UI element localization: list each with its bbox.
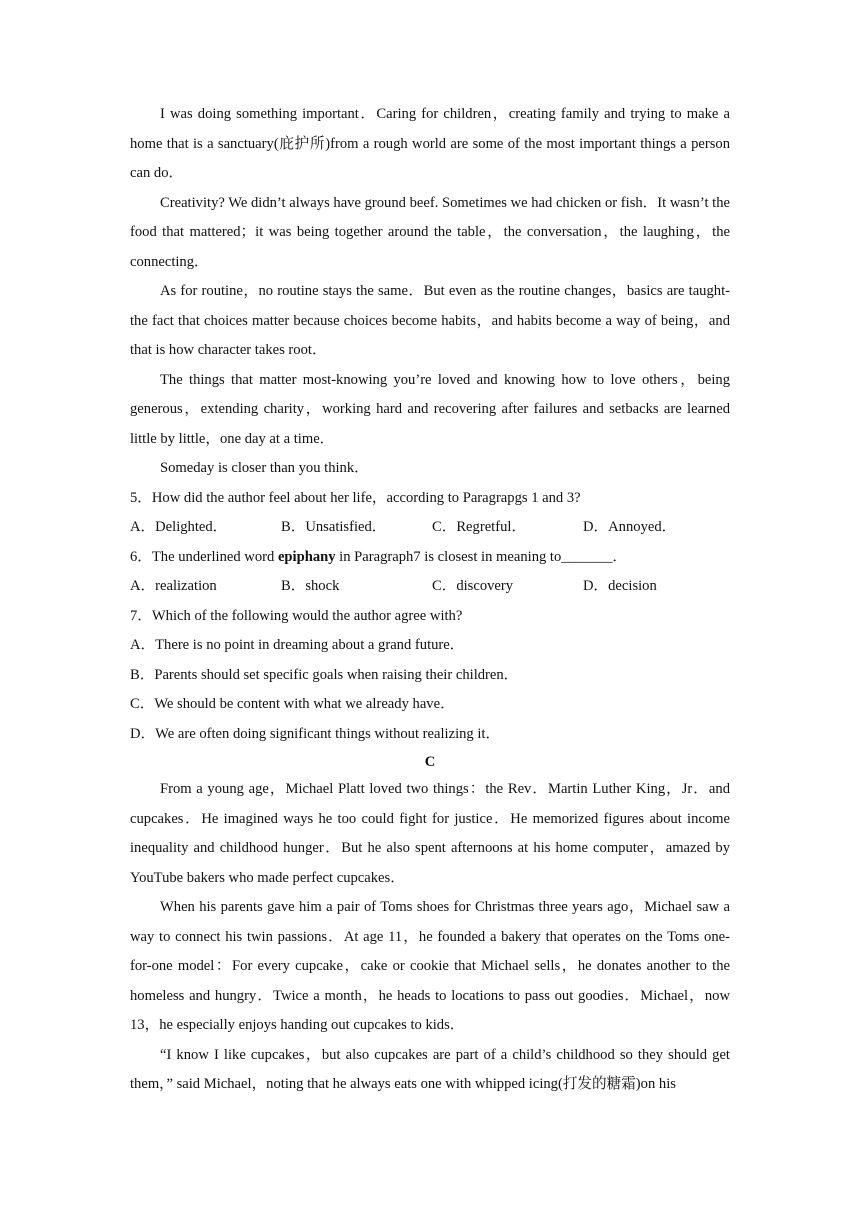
option-a: A．Delighted． <box>130 519 228 535</box>
options-row <box>130 572 730 602</box>
option-a: A．realization <box>130 578 217 594</box>
option-c: C．Regretful． <box>432 519 527 535</box>
paragraph: “I know I like cupcakes，but also cupcakes are part of a child’s childhood so they should get them，” said Michael，noting that he always eats one with whipped icing(打发的糖霜)on his <box>130 1046 730 1092</box>
option-b: B．Parents should set specific goals when raising their children． <box>130 666 519 683</box>
document-content <box>130 100 730 1100</box>
options-row <box>130 513 730 543</box>
question-5 <box>130 484 730 543</box>
paragraph: As for routine，no routine stays the same．But even as the routine changes，basics are taught-the fact that choices matter because choices become habits，and habits become a way of being，and that is how character takes root． <box>130 283 730 358</box>
stem-text: 6．The underlined word <box>130 548 278 565</box>
option-d: D．decision <box>583 578 657 594</box>
option-d: D．Annoyed． <box>583 519 677 535</box>
paragraph: I was doing something important．Caring for children，creating family and trying to make a home that is a sanctuary(庇护所)from a rough world are some of the most important things a person can do． <box>130 106 730 181</box>
option-c: C．We should be content with what we already have． <box>130 696 455 712</box>
paragraph: Someday is closer than you think． <box>160 460 369 476</box>
paragraph: Creativity? We didn’t always have ground beef. Sometimes we had chicken or fish．It wasn’t the food that mattered；it was being together around the table，the conversation，the laughing，the connecting． <box>130 194 730 270</box>
question-7 <box>130 602 730 750</box>
question-6 <box>130 543 730 602</box>
section-heading: C <box>424 754 436 770</box>
stem-text: in Paragraph7 is closest in meaning to_______． <box>335 548 627 565</box>
option-b: B．Unsatisfied． <box>281 519 387 535</box>
option-c: C．discovery <box>432 578 514 594</box>
option-d: D．We are often doing significant things without realizing it． <box>130 725 501 742</box>
paragraph: The things that matter most-knowing you’re loved and knowing how to love others，being generous，extending charity，working hard and recovering after failures and setbacks are learned little by little，one day at a time． <box>130 371 730 447</box>
keyword: epiphany <box>277 548 336 565</box>
paragraph: When his parents gave him a pair of Toms shoes for Christmas three years ago，Michael saw a way to connect his twin passions．At age 11，he founded a bakery that operates on the Toms one-for-one model：For every cupcake，cake or cookie that Michael sells，he donates another to the homeless and hungry．Twice a month，he heads to locations to pass out goodies．Michael，now 13，he especially enjoys handing out cupcakes to kids． <box>130 899 730 1033</box>
question-stem <box>130 543 730 573</box>
option-b: B．shock <box>281 578 340 594</box>
option-a: A．There is no point in dreaming about a grand future． <box>130 637 465 653</box>
question-stem: 5．How did the author feel about her life，according to Paragrapgs 1 and 3? <box>130 489 581 506</box>
question-stem: 7．Which of the following would the author agree with? <box>130 607 463 624</box>
paragraph: From a young age，Michael Platt loved two things：the Rev．Martin Luther King，Jr．and cupcakes．He imagined ways he too could fight for justice．He memorized figures about income inequality and childhood hunger．But he also spent afternoons at his home computer，amazed by YouTube bakers who made perfect cupcakes． <box>130 781 730 886</box>
